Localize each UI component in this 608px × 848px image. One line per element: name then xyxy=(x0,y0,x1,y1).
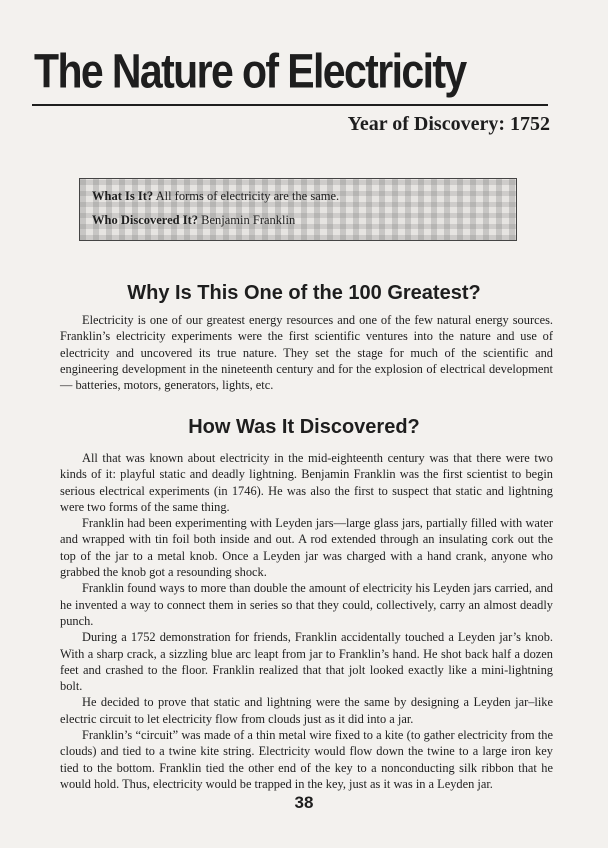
info-what-value: All forms of electricity are the same. xyxy=(155,189,340,203)
year-of-discovery: Year of Discovery: 1752 xyxy=(347,113,550,135)
info-what-row xyxy=(92,189,339,204)
section-heading-why: Why Is This One of the 100 Greatest? xyxy=(127,282,481,304)
how-body xyxy=(60,450,553,792)
page-title: The Nature of Electricity xyxy=(34,44,466,99)
info-box xyxy=(79,178,517,241)
page-number: 38 xyxy=(294,793,314,812)
info-who-value: Benjamin Franklin xyxy=(201,213,296,227)
info-who-label: Who Discovered It? xyxy=(92,213,199,227)
how-paragraph-3: Franklin found ways to more than double the amount of electricity his Leyden jars carried, and he invented a way to connect them in series so that they could, collectively, carry an almost deadly punch. xyxy=(60,581,553,628)
section-heading-how: How Was It Discovered? xyxy=(188,416,420,438)
how-paragraph-5: He decided to prove that static and lightning were the same by designing a Leyden jar–like electric circuit to let electricity flow from clouds just as it did into a jar. xyxy=(60,695,553,726)
how-paragraph-1: All that was known about electricity in the mid-eighteenth century was that there were two kinds of it: playful static and deadly lightning. Benjamin Franklin was the first scientist to begin serious electrical experiments (in 1746). He was also the first to suspect that static and lightning were two forms of the same thing. xyxy=(60,451,553,514)
how-paragraph-6: Franklin’s “circuit” was made of a thin metal wire fixed to a kite (to gather electricity from the clouds) and tied to a twine kite string. Electricity would flow down the twine to a large iron key tied to the bottom. Franklin tied the other end of the key to a nonconducting silk ribbon that he would hold. Thus, electricity would be trapped in the key, just as it was in a Leyden jar. xyxy=(60,728,553,791)
title-divider xyxy=(32,104,548,106)
why-body xyxy=(60,312,553,393)
how-paragraph-2: Franklin had been experimenting with Leyden jars—large glass jars, partially filled with water and wrapped with tin foil both inside and out. A rod extended through an insulating cork out the top of the jar to a metal knob. Once a Leyden jar was charged with a hand crank, anyone who grabbed the knob got a resounding shock. xyxy=(60,516,553,580)
info-who-row xyxy=(92,213,295,228)
info-what-label: What Is It? xyxy=(92,189,154,203)
how-paragraph-4: During a 1752 demonstration for friends, Franklin accidentally touched a Leyden jar’s knob. With a sharp crack, a sizzling blue arc leapt from jar to Franklin’s hand. He shot back half a dozen feet and crashed to the floor. Franklin realized that that jolt looked exactly like a mini-lightning bolt. xyxy=(60,630,553,694)
why-paragraph: Electricity is one of our greatest energy resources and one of the few natural energy sources. Franklin’s electricity experiments were the first scientific ventures into the nature and use of electricity and uncovered its true nature. They set the stage for much of the scientific and engineering development in the nineteenth century and for the explosion of electrical development — batteries, motors, generators, lights, etc. xyxy=(60,313,553,393)
